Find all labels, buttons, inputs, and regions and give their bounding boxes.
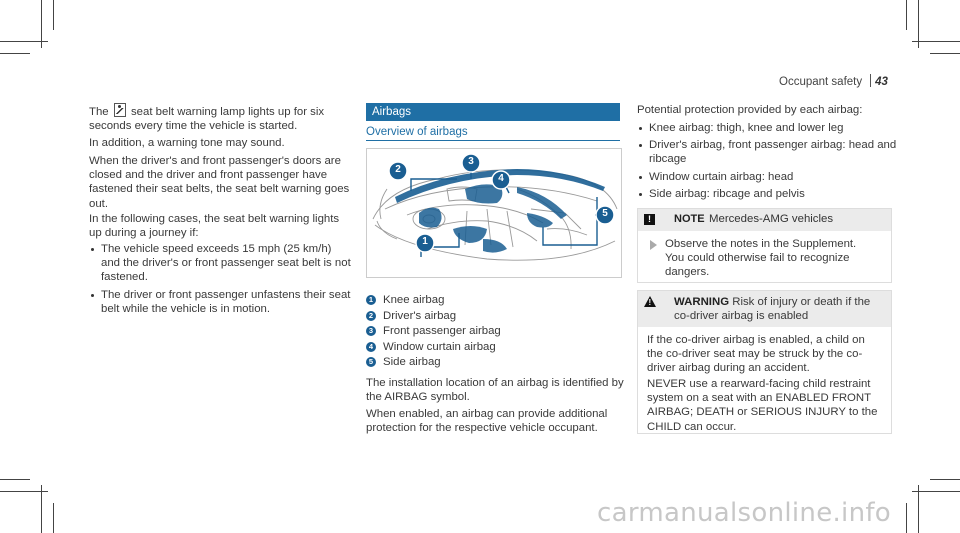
warning-header bbox=[638, 291, 891, 327]
legend-number: 2 bbox=[366, 311, 376, 321]
callout-5: 5 bbox=[602, 208, 608, 219]
list-item-text: Window curtain airbag: head bbox=[649, 170, 794, 183]
list-item bbox=[366, 324, 620, 340]
list-item-text: The driver or front passenger unfastens their seat belt while the vehicle is in motion. bbox=[101, 288, 351, 315]
crop-mark bbox=[0, 41, 48, 42]
warning-body-2: NEVER use a rearward-facing child restraint system on a seat with an ENABLED FRONT AIRBAG; DEATH or SERIOUS INJURY to the CHILD can occur. bbox=[647, 378, 878, 433]
callout-3: 3 bbox=[468, 156, 474, 167]
text-fragment: The bbox=[89, 106, 109, 118]
crop-mark bbox=[912, 491, 960, 492]
section-bar-title: Airbags bbox=[372, 106, 411, 118]
list-item bbox=[89, 242, 351, 285]
crop-mark bbox=[906, 503, 907, 533]
following-cases-paragraph: In the following cases, the seat belt warning lights up during a journey if: bbox=[89, 213, 340, 240]
warning-label: WARNING bbox=[674, 296, 730, 308]
list-item bbox=[366, 293, 620, 309]
seat-belt-icon bbox=[114, 103, 126, 117]
list-item bbox=[637, 170, 897, 184]
note-header bbox=[638, 209, 891, 231]
list-item bbox=[637, 187, 897, 201]
list-item bbox=[637, 138, 897, 166]
protection-intro: Potential protection provided by each airbag: bbox=[637, 104, 863, 116]
list-item bbox=[366, 355, 620, 371]
legend-number: 4 bbox=[366, 342, 376, 352]
protection-list bbox=[637, 121, 897, 204]
callout-2: 2 bbox=[395, 164, 401, 175]
instruction-arrow-icon bbox=[650, 240, 657, 250]
warning-triangle-icon bbox=[644, 296, 656, 307]
crop-mark bbox=[0, 491, 48, 492]
callout-1: 1 bbox=[422, 236, 428, 247]
crop-mark bbox=[930, 53, 960, 54]
legend-number: 3 bbox=[366, 326, 376, 336]
bullet-icon bbox=[639, 176, 642, 179]
crop-mark bbox=[930, 479, 960, 480]
warning-tone-paragraph: In addition, a warning tone may sound. bbox=[89, 137, 285, 149]
section-bar bbox=[366, 103, 620, 121]
bullet-icon bbox=[639, 144, 642, 147]
bullet-icon bbox=[639, 193, 642, 196]
note-title: Mercedes-AMG vehicles bbox=[709, 213, 834, 225]
seat-belt-paragraph bbox=[89, 103, 351, 133]
list-item-text: Knee airbag: thigh, knee and lower leg bbox=[649, 122, 844, 134]
crop-mark bbox=[0, 53, 30, 54]
warning-body-1: If the co-driver airbag is enabled, a child on the co-driver seat may be struck by the co-driver airbag during an accident. bbox=[647, 334, 865, 375]
crop-mark bbox=[41, 485, 42, 533]
note-body: Observe the notes in the Supplement. You could otherwise fail to recognize dangers. bbox=[665, 238, 857, 279]
subsection-heading: Overview of airbags bbox=[366, 126, 620, 141]
list-item bbox=[89, 288, 351, 316]
car-interior-illustration bbox=[367, 149, 621, 277]
text-fragment: seat belt warning lamp lights up for six seconds every time the vehicle is started. bbox=[89, 106, 325, 133]
airbag-legend bbox=[366, 293, 620, 371]
note-box bbox=[637, 208, 892, 283]
list-item-text: Side airbag: ribcage and pelvis bbox=[649, 187, 805, 200]
bullet-icon bbox=[91, 248, 94, 251]
page-header bbox=[779, 74, 888, 88]
crop-mark bbox=[906, 0, 907, 30]
crop-mark bbox=[912, 41, 960, 42]
bullet-icon bbox=[91, 294, 94, 297]
legend-text: Window curtain airbag bbox=[383, 340, 496, 353]
legend-text: Knee airbag bbox=[383, 294, 445, 306]
list-item bbox=[366, 340, 620, 356]
airbag-overview-figure bbox=[366, 148, 622, 278]
crop-mark bbox=[53, 0, 54, 30]
page-number: 43 bbox=[875, 76, 888, 88]
doors-closed-paragraph: When the driver's and front passenger's doors are closed and the driver and front passenger have fastened their seat belts, the seat belt warning goes out. bbox=[89, 155, 350, 210]
list-item-text: The vehicle speed exceeds 15 mph (25 km/h) and the driver's or front passenger seat belt is not fastened. bbox=[101, 243, 351, 284]
notice-icon: ! bbox=[644, 214, 655, 225]
list-item-text: Driver's airbag, front passenger airbag: head and ribcage bbox=[649, 139, 897, 166]
section-title: Occupant safety bbox=[779, 76, 863, 88]
warning-mark: ! bbox=[648, 298, 652, 307]
crop-mark bbox=[918, 485, 919, 533]
installation-paragraph: The installation location of an airbag is identified by the AIRBAG symbol. bbox=[366, 377, 624, 404]
warning-heading bbox=[674, 295, 884, 323]
legend-number: 1 bbox=[366, 295, 376, 305]
crop-mark bbox=[0, 479, 30, 480]
protection-paragraph: When enabled, an airbag can provide additional protection for the respective vehicle occupant. bbox=[366, 408, 608, 435]
cases-list bbox=[89, 242, 351, 319]
crop-mark bbox=[53, 503, 54, 533]
legend-text: Driver's airbag bbox=[383, 309, 457, 322]
legend-text: Front passenger airbag bbox=[383, 325, 501, 338]
bullet-icon bbox=[639, 127, 642, 130]
callout-4: 4 bbox=[498, 173, 504, 184]
list-item bbox=[366, 309, 620, 325]
header-divider bbox=[870, 74, 871, 87]
warning-title: Risk of injury or death if the co-driver airbag is enabled bbox=[674, 296, 871, 323]
list-item bbox=[637, 121, 897, 135]
note-label: NOTE bbox=[674, 213, 705, 225]
legend-text: Side airbag bbox=[383, 356, 441, 369]
legend-number: 5 bbox=[366, 357, 376, 367]
warning-box bbox=[637, 290, 892, 434]
watermark: carmanualsonline.info bbox=[597, 498, 892, 528]
